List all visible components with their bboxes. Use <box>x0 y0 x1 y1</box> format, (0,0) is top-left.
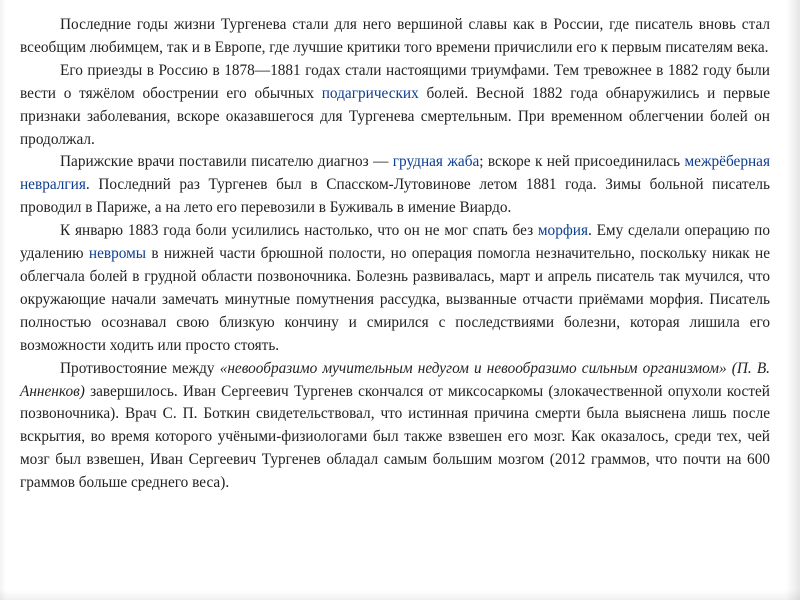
paragraph-5-text-before: Противостояние между <box>60 359 220 377</box>
paragraph-3 <box>20 151 770 220</box>
paragraph-2 <box>20 60 770 152</box>
paragraph-1: Последние годы жизни Тургенева стали для него вершиной славы как в России, где писатель вновь стал всеобщим любимцем, так и в Европе, где лучшие критики того времени причислили его к первым писателям века. <box>20 16 770 56</box>
page-right-shadow <box>786 0 800 600</box>
paragraph-3-text-middle: ; вскоре к ней присоединилась <box>479 153 685 171</box>
paragraph-2-text-before: Его приезды в Россию в 1878—1881 годах стали настоящими триумфами. Тем тревожнее в 1882 году были вести о тяжёлом обострении его обычных <box>20 61 770 102</box>
page-bottom-shadow <box>0 590 800 600</box>
paragraph-4 <box>20 220 770 357</box>
document-body <box>20 14 770 495</box>
link-morphine[interactable]: морфия <box>537 222 588 240</box>
link-podagric[interactable]: подагрических <box>321 84 419 102</box>
link-angina[interactable]: грудная жаба <box>392 153 480 171</box>
paragraph-3-text-after: . Последний раз Тургенев был в Спасском-Лутовинове летом 1881 года. Зимы больной писатель проводил в Париже, а на лето его перевозили в Буживаль в имение Виардо. <box>20 176 770 217</box>
paragraph-4-text-middle: . Ему сделали операцию по удалению <box>20 222 770 263</box>
link-intercostal-neuralgia[interactable]: межрёберная невралгия <box>20 153 770 194</box>
paragraph-3-text-before: Парижские врачи поставили писателю диагноз — <box>60 153 393 171</box>
paragraph-5 <box>20 358 770 495</box>
paragraph-5-text-after: завершилось. Иван Сергеевич Тургенев скончался от миксосаркомы (злокачественной опухоли костей позвоночника). Врач С. П. Боткин свидетельствовал, что истинная причина смерти была выяснена лишь после вскрытия, во время которого учёными-физиологами был также взвешен его мозг. Как оказалось, среди тех, чей мозг был взвешен, Иван Сергеевич Тургенев обладал самым большим мозгом (2012 граммов, что почти на 600 граммов больше среднего веса). <box>20 382 770 492</box>
link-neuroma[interactable]: невромы <box>88 245 147 263</box>
paragraph-4-text-after: в нижней части брюшной полости, но операция помогла незначительно, поскольку никак не облегчала болей в грудной области позвоночника. Болезнь развивалась, март и апрель писатель так мучился, что окружающие начали замечать минутные помутнения рассудка, вызванные отчасти приёмами морфия. Писатель полностью осознавал свою близкую кончину и смирился с последствиями болезни, которая лишила его возможности ходить или просто стоять. <box>20 245 770 354</box>
paragraph-2-text-after: болей. Весной 1882 года обнаружились и первые признаки заболевания, вскоре оказавшегося для Тургенева смертельным. При временном облегчении болей он продолжал. <box>20 84 770 148</box>
paragraph-4-text-before: К январю 1883 года боли усилились настолько, что он не мог спать без <box>60 222 538 240</box>
annenkov-quote: «невообразимо мучительным недугом и невообразимо сильным организмом» (П. В. Анненков) <box>20 359 771 400</box>
page-left-edge <box>0 0 6 600</box>
